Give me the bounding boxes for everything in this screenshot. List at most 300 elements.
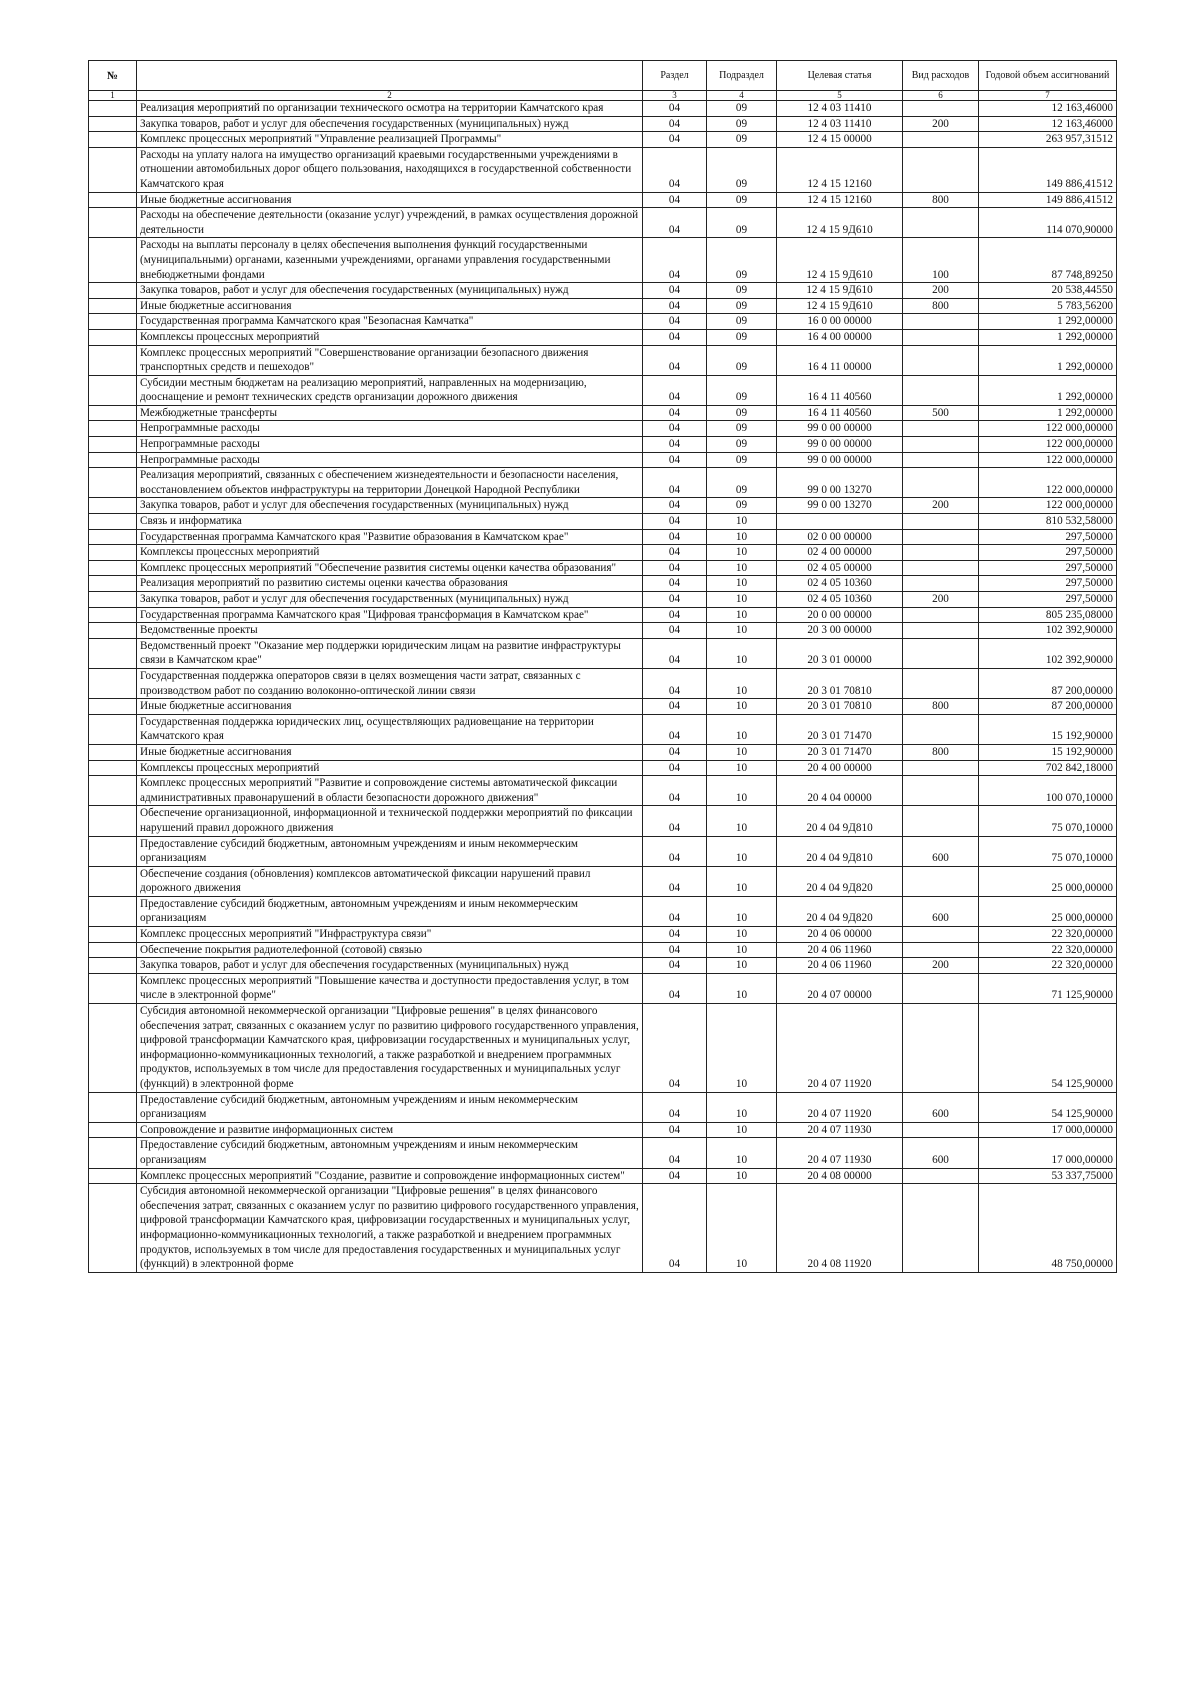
row-summa-cell: 702 842,18000 (979, 760, 1117, 776)
row-celevaya-cell: 20 4 07 11930 (777, 1138, 903, 1168)
row-celevaya-cell: 12 4 15 9Д610 (777, 208, 903, 238)
row-name-cell: Непрограммные расходы (137, 421, 643, 437)
row-summa-cell: 75 070,10000 (979, 806, 1117, 836)
row-razdel-cell: 04 (643, 592, 707, 608)
row-razdel-cell: 04 (643, 1092, 707, 1122)
table-row (89, 192, 1117, 208)
row-name-cell: Государственная программа Камчатского края "Цифровая трансформация в Камчатском крае" (137, 607, 643, 623)
row-name-cell: Комплекс процессных мероприятий "Создание, развитие и сопровождение информационных систем" (137, 1168, 643, 1184)
header-podrazdel: Подраздел (707, 61, 777, 91)
row-celevaya-cell: 20 3 00 00000 (777, 623, 903, 639)
row-summa-cell: 149 886,41512 (979, 192, 1117, 208)
table-row (89, 452, 1117, 468)
row-name-cell: Государственная поддержка операторов связи в целях возмещения части затрат, связанных с производством работ по созданию волоконно-оптической линии связи (137, 668, 643, 698)
row-celevaya-cell: 20 4 04 00000 (777, 776, 903, 806)
row-vid-cell (903, 329, 979, 345)
row-podrazdel-cell: 10 (707, 958, 777, 974)
row-razdel-cell: 04 (643, 1138, 707, 1168)
row-razdel-cell: 04 (643, 866, 707, 896)
row-name-cell: Предоставление субсидий бюджетным, автономным учреждениям и иным некоммерческим организациям (137, 836, 643, 866)
row-name-cell: Комплекс процессных мероприятий "Обеспечение развития системы оценки качества образования" (137, 560, 643, 576)
row-celevaya-cell: 20 4 04 9Д810 (777, 836, 903, 866)
row-podrazdel-cell: 10 (707, 896, 777, 926)
table-row (89, 592, 1117, 608)
row-name-cell: Государственная поддержка юридических лиц, осуществляющих радиовещание на территории Камчатского края (137, 714, 643, 744)
row-number-cell (89, 116, 137, 132)
row-vid-cell (903, 132, 979, 148)
table-row (89, 973, 1117, 1003)
row-podrazdel-cell: 10 (707, 1122, 777, 1138)
row-vid-cell (903, 760, 979, 776)
row-summa-cell: 15 192,90000 (979, 714, 1117, 744)
row-number-cell (89, 238, 137, 283)
table-row (89, 545, 1117, 561)
row-razdel-cell: 04 (643, 927, 707, 943)
row-vid-cell (903, 576, 979, 592)
row-vid-cell: 800 (903, 699, 979, 715)
row-number-cell (89, 329, 137, 345)
row-razdel-cell: 04 (643, 437, 707, 453)
row-vid-cell (903, 973, 979, 1003)
table-row (89, 623, 1117, 639)
table-row (89, 437, 1117, 453)
row-number-cell (89, 1004, 137, 1093)
row-summa-cell: 25 000,00000 (979, 896, 1117, 926)
row-podrazdel-cell: 10 (707, 866, 777, 896)
table-row (89, 405, 1117, 421)
row-celevaya-cell: 12 4 15 12160 (777, 147, 903, 192)
row-summa-cell: 297,50000 (979, 529, 1117, 545)
row-vid-cell (903, 1184, 979, 1273)
row-name-cell: Связь и информатика (137, 514, 643, 530)
row-number-cell (89, 498, 137, 514)
row-podrazdel-cell: 10 (707, 1168, 777, 1184)
row-vid-cell (903, 147, 979, 192)
row-celevaya-cell: 20 3 01 70810 (777, 699, 903, 715)
row-razdel-cell: 04 (643, 132, 707, 148)
table-row (89, 638, 1117, 668)
row-number-cell (89, 345, 137, 375)
row-podrazdel-cell: 09 (707, 132, 777, 148)
row-podrazdel-cell: 10 (707, 607, 777, 623)
row-name-cell: Государственная программа Камчатского края "Развитие образования в Камчатском крае" (137, 529, 643, 545)
row-vid-cell: 100 (903, 238, 979, 283)
row-podrazdel-cell: 09 (707, 468, 777, 498)
table-row (89, 836, 1117, 866)
row-podrazdel-cell: 09 (707, 405, 777, 421)
row-vid-cell (903, 1168, 979, 1184)
table-body (89, 101, 1117, 1273)
table-row (89, 699, 1117, 715)
row-summa-cell: 122 000,00000 (979, 498, 1117, 514)
row-number-cell (89, 1184, 137, 1273)
row-number-cell (89, 836, 137, 866)
row-number-cell (89, 452, 137, 468)
row-celevaya-cell: 20 3 01 00000 (777, 638, 903, 668)
table-row (89, 744, 1117, 760)
row-summa-cell: 100 070,10000 (979, 776, 1117, 806)
row-name-cell: Иные бюджетные ассигнования (137, 744, 643, 760)
row-razdel-cell: 04 (643, 116, 707, 132)
row-number-cell (89, 1168, 137, 1184)
row-summa-cell: 48 750,00000 (979, 1184, 1117, 1273)
row-number-cell (89, 927, 137, 943)
row-podrazdel-cell: 09 (707, 101, 777, 117)
row-name-cell: Непрограммные расходы (137, 452, 643, 468)
row-vid-cell (903, 714, 979, 744)
row-podrazdel-cell: 09 (707, 314, 777, 330)
table-row (89, 329, 1117, 345)
row-podrazdel-cell: 10 (707, 576, 777, 592)
row-summa-cell: 1 292,00000 (979, 345, 1117, 375)
header-celevaya: Целевая статья (777, 61, 903, 91)
row-vid-cell: 200 (903, 283, 979, 299)
row-summa-cell: 102 392,90000 (979, 623, 1117, 639)
row-name-cell: Иные бюджетные ассигнования (137, 298, 643, 314)
row-razdel-cell: 04 (643, 623, 707, 639)
budget-document (88, 60, 1116, 1273)
row-podrazdel-cell: 10 (707, 1184, 777, 1273)
table-row (89, 101, 1117, 117)
row-razdel-cell: 04 (643, 1004, 707, 1093)
row-vid-cell (903, 468, 979, 498)
row-vid-cell (903, 638, 979, 668)
col-number: 3 (643, 91, 707, 101)
table-row (89, 116, 1117, 132)
row-name-cell: Ведомственные проекты (137, 623, 643, 639)
row-summa-cell: 87 200,00000 (979, 699, 1117, 715)
row-number-cell (89, 468, 137, 498)
row-vid-cell (903, 101, 979, 117)
row-celevaya-cell: 12 4 03 11410 (777, 101, 903, 117)
row-summa-cell: 25 000,00000 (979, 866, 1117, 896)
row-razdel-cell: 04 (643, 529, 707, 545)
row-celevaya-cell: 20 4 06 11960 (777, 942, 903, 958)
row-vid-cell: 800 (903, 192, 979, 208)
row-razdel-cell: 04 (643, 514, 707, 530)
row-name-cell: Комплекс процессных мероприятий "Совершенствование организации безопасного движения транспортных средств и пешеходов" (137, 345, 643, 375)
row-number-cell (89, 375, 137, 405)
row-celevaya-cell: 99 0 00 00000 (777, 437, 903, 453)
row-name-cell: Комплексы процессных мероприятий (137, 760, 643, 776)
table-row (89, 147, 1117, 192)
row-number-cell (89, 514, 137, 530)
row-number-cell (89, 942, 137, 958)
row-vid-cell (903, 776, 979, 806)
row-podrazdel-cell: 10 (707, 1092, 777, 1122)
row-name-cell: Субсидия автономной некоммерческой организации "Цифровые решения" в целях финансового обеспечения затрат, связанных с оказанием услуг по развитию цифрового государственного управления, цифровой трансформации Камчатского края, цифровизации государственных и муниципальных услуг, информационно-коммуникационных технологий, а также разработкой и внедрением программных продуктов, используемых в том числе для предоставления государственных и муниципальных услуг (функций) в электронной форме (137, 1184, 643, 1273)
row-podrazdel-cell: 10 (707, 668, 777, 698)
header-no: № (89, 61, 137, 91)
table-row (89, 560, 1117, 576)
row-summa-cell: 102 392,90000 (979, 638, 1117, 668)
table-row (89, 1092, 1117, 1122)
row-celevaya-cell: 02 4 05 10360 (777, 592, 903, 608)
row-summa-cell: 810 532,58000 (979, 514, 1117, 530)
row-summa-cell: 297,50000 (979, 592, 1117, 608)
table-row (89, 314, 1117, 330)
row-celevaya-cell: 12 4 15 9Д610 (777, 238, 903, 283)
row-vid-cell: 200 (903, 592, 979, 608)
row-name-cell: Комплекс процессных мероприятий "Развитие и сопровождение системы автоматической фиксации административных правонарушений в области безопасности дорожного движения" (137, 776, 643, 806)
row-vid-cell: 600 (903, 1092, 979, 1122)
col-number: 2 (137, 91, 643, 101)
row-number-cell (89, 132, 137, 148)
row-vid-cell (903, 607, 979, 623)
row-vid-cell (903, 421, 979, 437)
col-number: 7 (979, 91, 1117, 101)
row-razdel-cell: 04 (643, 836, 707, 866)
row-summa-cell: 53 337,75000 (979, 1168, 1117, 1184)
row-vid-cell (903, 806, 979, 836)
header-razdel: Раздел (643, 61, 707, 91)
row-razdel-cell: 04 (643, 421, 707, 437)
row-celevaya-cell: 20 3 01 71470 (777, 744, 903, 760)
row-name-cell: Ведомственный проект "Оказание мер поддержки юридическим лицам на развитие инфраструктуры связи в Камчатском крае" (137, 638, 643, 668)
row-celevaya-cell: 20 4 07 11930 (777, 1122, 903, 1138)
row-podrazdel-cell: 10 (707, 560, 777, 576)
row-celevaya-cell: 12 4 15 12160 (777, 192, 903, 208)
row-number-cell (89, 958, 137, 974)
row-number-cell (89, 714, 137, 744)
row-name-cell: Сопровождение и развитие информационных систем (137, 1122, 643, 1138)
row-podrazdel-cell: 10 (707, 638, 777, 668)
row-podrazdel-cell: 10 (707, 623, 777, 639)
row-name-cell: Комплекс процессных мероприятий "Инфраструктура связи" (137, 927, 643, 943)
row-name-cell: Расходы на выплаты персоналу в целях обеспечения выполнения функций государственными (муниципальными) органами, казенными учреждениями, органами управления государственными внебюджетными фондами (137, 238, 643, 283)
row-vid-cell: 200 (903, 958, 979, 974)
row-razdel-cell: 04 (643, 329, 707, 345)
table-row (89, 668, 1117, 698)
table-row (89, 576, 1117, 592)
row-summa-cell: 20 538,44550 (979, 283, 1117, 299)
table-row (89, 1184, 1117, 1273)
table-row (89, 529, 1117, 545)
row-podrazdel-cell: 09 (707, 192, 777, 208)
row-name-cell: Предоставление субсидий бюджетным, автономным учреждениям и иным некоммерческим организациям (137, 1138, 643, 1168)
row-podrazdel-cell: 09 (707, 498, 777, 514)
row-number-cell (89, 1092, 137, 1122)
table-row (89, 958, 1117, 974)
row-name-cell: Закупка товаров, работ и услуг для обеспечения государственных (муниципальных) нужд (137, 116, 643, 132)
row-name-cell: Комплекс процессных мероприятий "Управление реализацией Программы" (137, 132, 643, 148)
row-podrazdel-cell: 09 (707, 345, 777, 375)
row-razdel-cell: 04 (643, 498, 707, 514)
row-vid-cell (903, 866, 979, 896)
row-podrazdel-cell: 09 (707, 238, 777, 283)
row-podrazdel-cell: 10 (707, 529, 777, 545)
row-podrazdel-cell: 10 (707, 760, 777, 776)
row-name-cell: Иные бюджетные ассигнования (137, 192, 643, 208)
row-vid-cell (903, 514, 979, 530)
table-row (89, 345, 1117, 375)
row-summa-cell: 87 748,89250 (979, 238, 1117, 283)
row-summa-cell: 54 125,90000 (979, 1092, 1117, 1122)
row-vid-cell: 200 (903, 498, 979, 514)
row-summa-cell: 297,50000 (979, 576, 1117, 592)
row-name-cell: Реализация мероприятий, связанных с обеспечением жизнедеятельности и безопасности населения, восстановлением объектов инфраструктуры на территории Донецкой Народной Республики (137, 468, 643, 498)
row-podrazdel-cell: 10 (707, 927, 777, 943)
row-summa-cell: 12 163,46000 (979, 101, 1117, 117)
row-podrazdel-cell: 10 (707, 714, 777, 744)
row-name-cell: Иные бюджетные ассигнования (137, 699, 643, 715)
row-podrazdel-cell: 10 (707, 836, 777, 866)
row-name-cell: Закупка товаров, работ и услуг для обеспечения государственных (муниципальных) нужд (137, 958, 643, 974)
row-summa-cell: 114 070,90000 (979, 208, 1117, 238)
row-number-cell (89, 1138, 137, 1168)
row-summa-cell: 87 200,00000 (979, 668, 1117, 698)
row-name-cell: Обеспечение покрытия радиотелефонной (сотовой) связью (137, 942, 643, 958)
row-celevaya-cell (777, 514, 903, 530)
row-name-cell: Закупка товаров, работ и услуг для обеспечения государственных (муниципальных) нужд (137, 283, 643, 299)
row-number-cell (89, 576, 137, 592)
row-podrazdel-cell: 10 (707, 1138, 777, 1168)
row-podrazdel-cell: 09 (707, 375, 777, 405)
row-number-cell (89, 668, 137, 698)
row-summa-cell: 17 000,00000 (979, 1138, 1117, 1168)
row-summa-cell: 54 125,90000 (979, 1004, 1117, 1093)
row-razdel-cell: 04 (643, 806, 707, 836)
row-podrazdel-cell: 10 (707, 942, 777, 958)
row-number-cell (89, 405, 137, 421)
row-name-cell: Реализация мероприятий по организации технического осмотра на территории Камчатского края (137, 101, 643, 117)
row-celevaya-cell: 20 4 06 11960 (777, 958, 903, 974)
col-number: 1 (89, 91, 137, 101)
header-name (137, 61, 643, 91)
table-row (89, 776, 1117, 806)
row-vid-cell (903, 1004, 979, 1093)
row-summa-cell: 122 000,00000 (979, 468, 1117, 498)
row-celevaya-cell: 16 4 11 40560 (777, 375, 903, 405)
row-celevaya-cell: 99 0 00 13270 (777, 498, 903, 514)
row-number-cell (89, 192, 137, 208)
row-name-cell: Комплекс процессных мероприятий "Повышение качества и доступности предоставления услуг, в том числе в электронной форме" (137, 973, 643, 1003)
row-razdel-cell: 04 (643, 452, 707, 468)
row-celevaya-cell: 20 4 06 00000 (777, 927, 903, 943)
row-razdel-cell: 04 (643, 192, 707, 208)
row-razdel-cell: 04 (643, 699, 707, 715)
row-summa-cell: 5 783,56200 (979, 298, 1117, 314)
row-celevaya-cell: 16 4 11 00000 (777, 345, 903, 375)
table-row (89, 714, 1117, 744)
row-celevaya-cell: 99 0 00 13270 (777, 468, 903, 498)
row-razdel-cell: 04 (643, 375, 707, 405)
row-summa-cell: 805 235,08000 (979, 607, 1117, 623)
row-number-cell (89, 437, 137, 453)
row-number-cell (89, 421, 137, 437)
row-podrazdel-cell: 10 (707, 744, 777, 760)
row-summa-cell: 122 000,00000 (979, 452, 1117, 468)
row-celevaya-cell: 16 4 00 00000 (777, 329, 903, 345)
row-vid-cell: 800 (903, 744, 979, 760)
row-number-cell (89, 101, 137, 117)
row-name-cell: Комплексы процессных мероприятий (137, 329, 643, 345)
row-podrazdel-cell: 09 (707, 421, 777, 437)
row-name-cell: Непрограммные расходы (137, 437, 643, 453)
row-name-cell: Обеспечение создания (обновления) комплексов автоматической фиксации нарушений правил дорожного движения (137, 866, 643, 896)
row-celevaya-cell: 20 3 01 70810 (777, 668, 903, 698)
row-podrazdel-cell: 09 (707, 452, 777, 468)
table-row (89, 866, 1117, 896)
row-vid-cell (903, 668, 979, 698)
row-vid-cell (903, 942, 979, 958)
row-summa-cell: 17 000,00000 (979, 1122, 1117, 1138)
row-razdel-cell: 04 (643, 298, 707, 314)
row-podrazdel-cell: 10 (707, 545, 777, 561)
row-podrazdel-cell: 09 (707, 437, 777, 453)
row-number-cell (89, 973, 137, 1003)
row-vid-cell: 500 (903, 405, 979, 421)
row-vid-cell (903, 529, 979, 545)
row-razdel-cell: 04 (643, 238, 707, 283)
row-vid-cell (903, 623, 979, 639)
budget-table (88, 60, 1117, 1273)
row-celevaya-cell: 12 4 15 9Д610 (777, 298, 903, 314)
row-summa-cell: 122 000,00000 (979, 421, 1117, 437)
row-celevaya-cell: 20 4 04 9Д820 (777, 896, 903, 926)
row-summa-cell: 12 163,46000 (979, 116, 1117, 132)
row-razdel-cell: 04 (643, 776, 707, 806)
row-number-cell (89, 623, 137, 639)
row-vid-cell: 800 (903, 298, 979, 314)
row-name-cell: Государственная программа Камчатского края "Безопасная Камчатка" (137, 314, 643, 330)
row-celevaya-cell: 16 4 11 40560 (777, 405, 903, 421)
row-razdel-cell: 04 (643, 607, 707, 623)
row-podrazdel-cell: 10 (707, 973, 777, 1003)
row-razdel-cell: 04 (643, 760, 707, 776)
row-razdel-cell: 04 (643, 714, 707, 744)
row-podrazdel-cell: 10 (707, 776, 777, 806)
table-row (89, 132, 1117, 148)
table-row (89, 208, 1117, 238)
row-vid-cell (903, 560, 979, 576)
row-name-cell: Закупка товаров, работ и услуг для обеспечения государственных (муниципальных) нужд (137, 498, 643, 514)
row-number-cell (89, 866, 137, 896)
row-number-cell (89, 283, 137, 299)
row-podrazdel-cell: 10 (707, 592, 777, 608)
row-number-cell (89, 760, 137, 776)
row-number-cell (89, 208, 137, 238)
row-celevaya-cell: 20 4 07 11920 (777, 1092, 903, 1122)
row-vid-cell: 600 (903, 836, 979, 866)
row-celevaya-cell: 12 4 15 9Д610 (777, 283, 903, 299)
row-name-cell: Расходы на обеспечение деятельности (оказание услуг) учреждений, в рамках осуществления дорожной деятельности (137, 208, 643, 238)
row-podrazdel-cell: 09 (707, 283, 777, 299)
row-celevaya-cell: 02 4 05 00000 (777, 560, 903, 576)
row-podrazdel-cell: 10 (707, 806, 777, 836)
row-name-cell: Предоставление субсидий бюджетным, автономным учреждениям и иным некоммерческим организациям (137, 896, 643, 926)
row-celevaya-cell: 02 4 00 00000 (777, 545, 903, 561)
row-razdel-cell: 04 (643, 560, 707, 576)
row-celevaya-cell: 02 4 05 10360 (777, 576, 903, 592)
row-celevaya-cell: 20 4 07 00000 (777, 973, 903, 1003)
table-row (89, 514, 1117, 530)
table-row (89, 238, 1117, 283)
row-name-cell: Реализация мероприятий по развитию системы оценки качества образования (137, 576, 643, 592)
row-razdel-cell: 04 (643, 1168, 707, 1184)
row-celevaya-cell: 20 4 04 9Д810 (777, 806, 903, 836)
row-celevaya-cell: 16 0 00 00000 (777, 314, 903, 330)
row-celevaya-cell: 20 0 00 00000 (777, 607, 903, 623)
row-razdel-cell: 04 (643, 942, 707, 958)
row-razdel-cell: 04 (643, 208, 707, 238)
row-podrazdel-cell: 10 (707, 1004, 777, 1093)
row-celevaya-cell: 20 4 07 11920 (777, 1004, 903, 1093)
row-vid-cell (903, 927, 979, 943)
table-row (89, 806, 1117, 836)
row-number-cell (89, 1122, 137, 1138)
row-podrazdel-cell: 10 (707, 514, 777, 530)
